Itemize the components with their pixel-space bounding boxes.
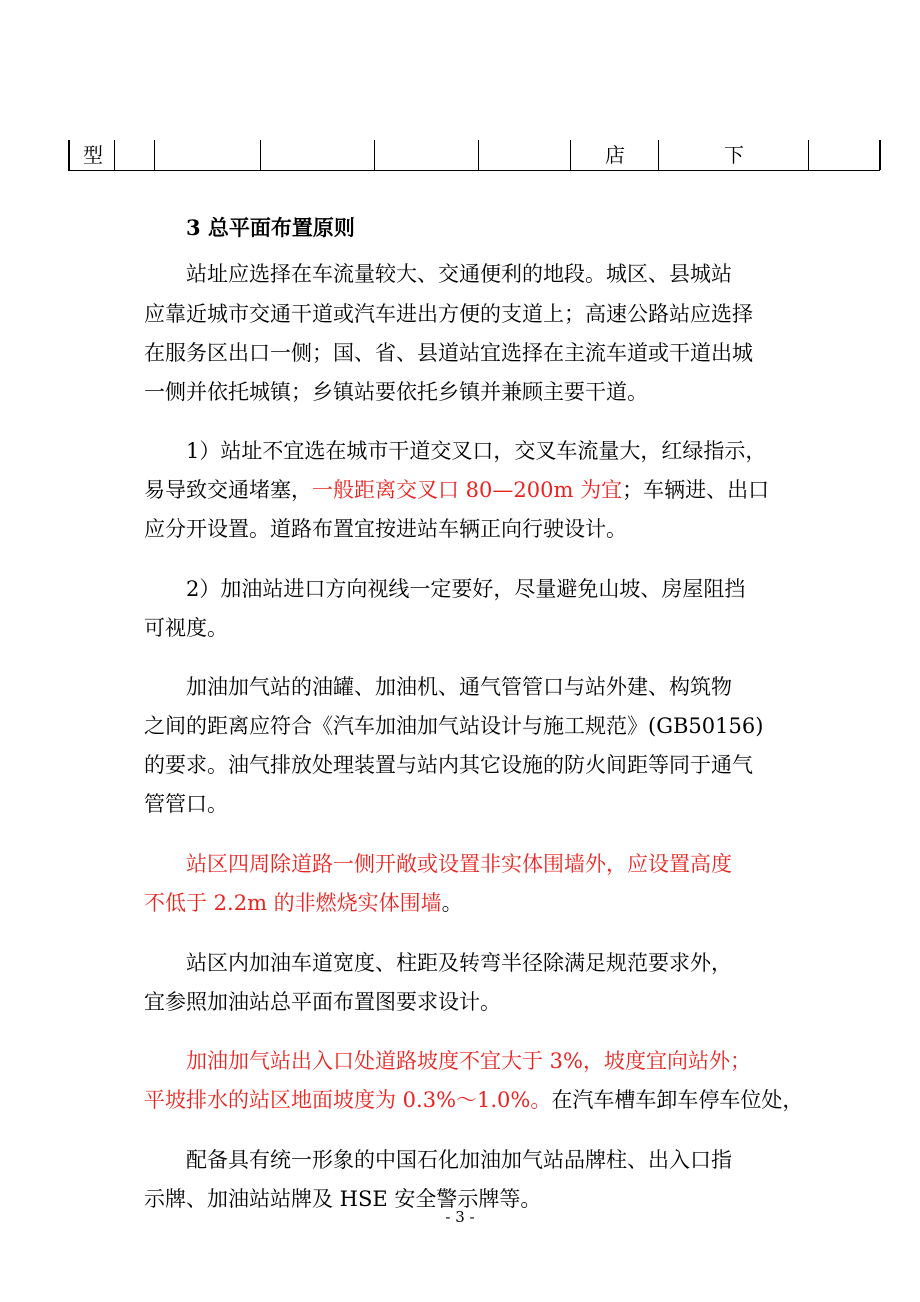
text-line [186, 671, 732, 703]
highlighted-text: 平坡排水的站区地面坡度为 0.3%～1.0%。 [144, 1088, 552, 1112]
text-line [144, 749, 753, 781]
text-segment: 的要求。油气排放处理装置与站内其它设施的防火间距等同于通气 [144, 753, 753, 777]
text-line [186, 947, 732, 979]
text-line [144, 788, 228, 820]
table-cell: 店 [570, 140, 659, 170]
highlighted-text: 加油加气站出入口处道路坡度不宜大于 3%，坡度宜向站外； [186, 1049, 751, 1073]
highlighted-text: 站区四周除道路一侧开敞或设置非实体围墙外，应设置高度 [186, 852, 732, 876]
text-segment: 。 [441, 891, 463, 915]
text-line [144, 298, 753, 330]
text-segment: ；车辆进、出口 [622, 478, 770, 502]
text-line [144, 337, 753, 369]
table-cell [478, 140, 571, 170]
text-segment: 示牌、加油站站牌及 HSE 安全警示牌等。 [144, 1187, 542, 1211]
text-segment: 应分开设置。道路布置宜按进站车辆正向行驶设计。 [144, 517, 627, 541]
text-segment: 2）加油站进口方向视线一定要好，尽量避免山坡、房屋阻挡 [186, 577, 746, 601]
text-segment: 一侧并依托城镇；乡镇站要依托乡镇并兼顾主要干道。 [144, 380, 648, 404]
text-line [186, 435, 766, 467]
text-segment: 在汽车槽车卸车停车位处， [551, 1088, 804, 1112]
table-cell [808, 140, 881, 170]
text-line [144, 887, 463, 919]
table-fragment [68, 140, 880, 171]
table-cell [374, 140, 479, 170]
highlighted-text: 一般距离交叉口 80—200m 为宜 [312, 478, 623, 502]
text-segment: 站址应选择在车流量较大、交通便利的地段。城区、县城站 [186, 262, 732, 286]
table-cell [260, 140, 375, 170]
text-line [186, 1045, 751, 1077]
text-line [144, 710, 763, 742]
section-heading: 3 总平面布置原则 [186, 215, 355, 240]
text-segment: 配备具有统一形象的中国石化加油加气站品牌柱、出入口指 [186, 1148, 732, 1172]
table-cell [114, 140, 155, 170]
text-line [186, 848, 732, 880]
text-line [144, 513, 627, 545]
highlighted-text: 不低于 2.2m 的非燃烧实体围墙 [144, 891, 442, 915]
text-segment: 在服务区出口一侧；国、省、县道站宜选择在主流车道或干道出城 [144, 341, 753, 365]
text-segment: 应靠近城市交通干道或汽车进出方便的支道上；高速公路站应选择 [144, 302, 753, 326]
text-segment: 1）站址不宜选在城市干道交叉口，交叉车流量大，红绿指示， [186, 439, 767, 463]
text-line [144, 612, 228, 644]
table-cell [154, 140, 261, 170]
text-segment: 可视度。 [144, 616, 228, 640]
table-cell: 型 [68, 140, 116, 170]
text-line [144, 1084, 803, 1116]
text-line [186, 573, 745, 605]
text-segment: 之间的距离应符合《汽车加油加气站设计与施工规范》(GB50156) [144, 714, 764, 738]
text-line [144, 376, 648, 408]
text-segment: 加油加气站的油罐、加油机、通气管管口与站外建、构筑物 [186, 675, 732, 699]
text-segment: 管管口。 [144, 792, 228, 816]
text-line [186, 1144, 732, 1176]
text-line [144, 986, 501, 1018]
table-cell: 下 [658, 140, 809, 170]
text-segment: 易导致交通堵塞， [144, 478, 312, 502]
text-line [186, 258, 732, 290]
text-segment: 站区内加油车道宽度、柱距及转弯半径除满足规范要求外， [186, 951, 732, 975]
page-number: - 3 - [445, 1208, 475, 1226]
text-segment: 宜参照加油站总平面布置图要求设计。 [144, 990, 501, 1014]
text-line [144, 474, 769, 506]
